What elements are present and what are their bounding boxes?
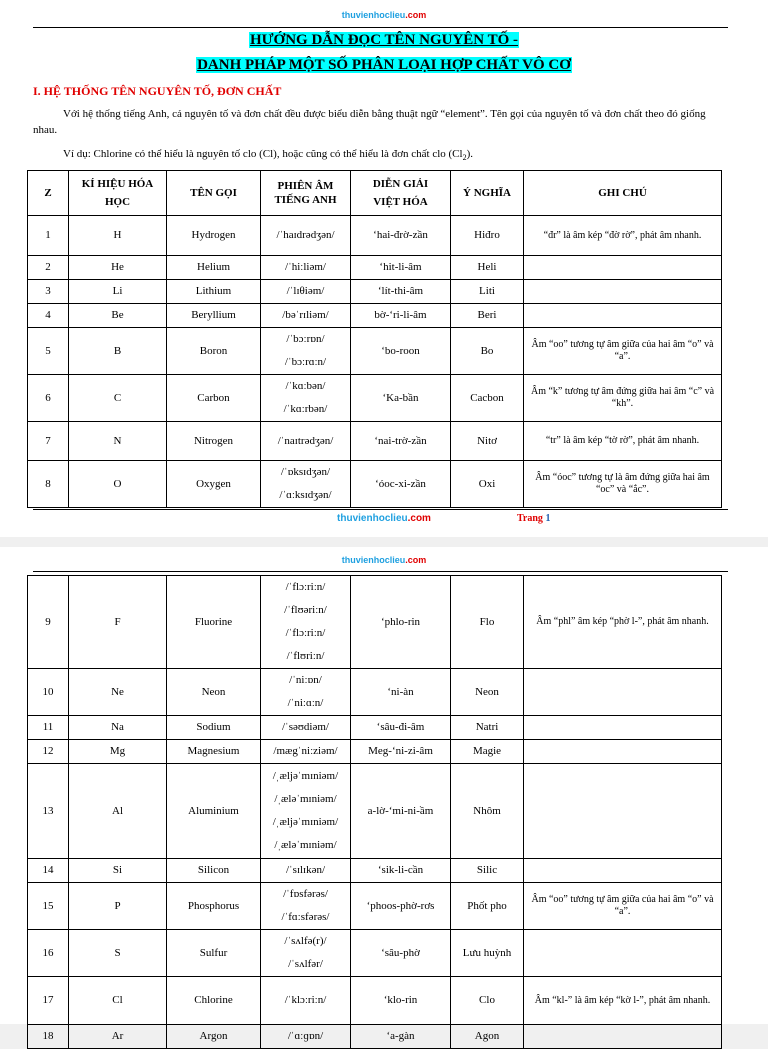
ipa-line: /ˈbɔːrɒn/: [286, 333, 325, 345]
footer-site-link[interactable]: [0, 513, 768, 524]
ipa-line: /ˈniːɑːn/: [287, 697, 324, 709]
cell-ipa: [261, 883, 351, 930]
page-2: [0, 547, 768, 1042]
table-row: [28, 1025, 722, 1049]
cell-note: Âm “kl-” là âm kép “kờ l-”, phát âm nhanh.: [524, 977, 722, 1025]
header-rule: [33, 27, 728, 28]
elements-table-page-1: [27, 170, 722, 508]
cell-viet: a-lờ-‘mi-ni-ầm: [351, 764, 451, 859]
cell-ipa: [261, 576, 351, 669]
page-number: Trang 1: [517, 513, 551, 524]
header-note: GHI CHÚ: [524, 171, 722, 216]
cell-name: Phosphorus: [167, 883, 261, 930]
cell-note: Âm “phl” âm kép “phờ l-”, phát âm nhanh.: [524, 576, 722, 669]
cell-name: Chlorine: [167, 977, 261, 1025]
cell-meaning: Lưu huỳnh: [451, 930, 524, 977]
ipa-line: /ˌæljəˈmɪniəm/: [272, 816, 339, 828]
cell-meaning: Phốt pho: [451, 883, 524, 930]
cell-z: 7: [28, 422, 69, 461]
cell-ipa: [261, 764, 351, 859]
example-paragraph: Ví dụ: Chlorine có thể hiểu là nguyên tố clo (Cl), hoặc cũng có thể hiểu là đơn chất clo $(Cl_2)$.: [63, 148, 473, 163]
table-row: [28, 422, 722, 461]
cell-symbol: Ne: [69, 669, 167, 716]
cell-meaning: Beri: [451, 304, 524, 328]
cell-viet: ‘hit-li-âm: [351, 256, 451, 280]
header-site-name: thuvienhoclieu: [341, 10, 406, 20]
cell-ipa: [261, 461, 351, 508]
header-symbol: KÍ HIỆU HÓA HỌC: [69, 171, 167, 216]
footer-rule: [33, 509, 728, 510]
cell-note: [524, 859, 722, 883]
cell-symbol: Mg: [69, 740, 167, 764]
table-row: [28, 280, 722, 304]
cell-viet: ‘sik-li-cần: [351, 859, 451, 883]
cell-meaning: Hiđro: [451, 216, 524, 256]
table-row: [28, 461, 722, 508]
cell-viet: ‘bo-roon: [351, 328, 451, 375]
cell-name: Fluorine: [167, 576, 261, 669]
cell-meaning: Oxi: [451, 461, 524, 508]
header-site-tld: .com: [405, 555, 427, 565]
cell-ipa: [261, 216, 351, 256]
cell-note: Âm “óoc” tương tự là âm đứng giữa hai âm “oc” và “ắc”.: [524, 461, 722, 508]
cell-note: [524, 764, 722, 859]
table-row: [28, 930, 722, 977]
cell-name: Argon: [167, 1025, 261, 1049]
cell-viet: ‘óoc-xi-zần: [351, 461, 451, 508]
cell-viet: ‘phlo-rin: [351, 576, 451, 669]
ipa-line: /ˈsəʊdiəm/: [282, 721, 329, 733]
cell-symbol: Cl: [69, 977, 167, 1025]
cell-z: 13: [28, 764, 69, 859]
cell-ipa: [261, 328, 351, 375]
table-row: [28, 216, 722, 256]
cell-name: Beryllium: [167, 304, 261, 328]
cell-meaning: Natri: [451, 716, 524, 740]
header-site-name: thuvienhoclieu: [341, 555, 406, 565]
table-row: [28, 576, 722, 669]
cell-ipa: [261, 280, 351, 304]
cell-note: “đr” là âm kép “đờ rờ”, phát âm nhanh.: [524, 216, 722, 256]
cell-z: 4: [28, 304, 69, 328]
cell-viet: ‘phoos-phờ-rơs: [351, 883, 451, 930]
cell-name: Aluminium: [167, 764, 261, 859]
ipa-line: /bəˈrɪliəm/: [282, 309, 329, 321]
ipa-line: /ˈflɔːriːn/: [285, 627, 326, 639]
cell-note: [524, 256, 722, 280]
cell-name: Sodium: [167, 716, 261, 740]
ipa-line: /ˈflɔːriːn/: [285, 581, 326, 593]
cell-note: [524, 716, 722, 740]
elements-table-page-2: [27, 575, 722, 1049]
title-line-1: HƯỚNG DẪN ĐỌC TÊN NGUYÊN TỐ -: [249, 32, 519, 48]
ipa-line: /ˈsʌlfə(r)/: [284, 935, 327, 947]
table-row: [28, 375, 722, 422]
cell-ipa: [261, 1025, 351, 1049]
cell-meaning: Agon: [451, 1025, 524, 1049]
ipa-line: /ˌæləˈmɪniəm/: [274, 839, 337, 851]
table-row: [28, 669, 722, 716]
cell-name: Boron: [167, 328, 261, 375]
ipa-line: /ˈkɑːbən/: [285, 380, 326, 392]
ipa-line: /ˈɑːɡɒn/: [287, 1030, 324, 1042]
ipa-line: /ˈfɑːsfərəs/: [281, 911, 330, 923]
cell-note: Âm “k” tương tự âm đứng giữa hai âm “c” và “kh”.: [524, 375, 722, 422]
cell-z: 11: [28, 716, 69, 740]
cell-viet: ‘nai-trờ-zần: [351, 422, 451, 461]
cell-note: [524, 1025, 722, 1049]
cell-meaning: Cacbon: [451, 375, 524, 422]
cell-note: [524, 280, 722, 304]
cell-z: 8: [28, 461, 69, 508]
cell-z: 17: [28, 977, 69, 1025]
ipa-line: /ˈɒksɪdʒən/: [280, 466, 331, 478]
cell-symbol: Na: [69, 716, 167, 740]
cell-ipa: [261, 977, 351, 1025]
ipa-line: /ˈɑːksɪdʒən/: [279, 489, 332, 501]
cell-meaning: Neon: [451, 669, 524, 716]
cell-viet: ‘sâu-đi-âm: [351, 716, 451, 740]
cell-viet: bờ-‘ri-li-âm: [351, 304, 451, 328]
cell-symbol: He: [69, 256, 167, 280]
table-row: [28, 977, 722, 1025]
table-row: [28, 716, 722, 740]
cell-ipa: [261, 716, 351, 740]
cell-name: Neon: [167, 669, 261, 716]
cell-note: [524, 304, 722, 328]
ipa-line: /ˈsʌlfər/: [288, 958, 323, 970]
cell-z: 12: [28, 740, 69, 764]
cell-ipa: [261, 740, 351, 764]
cell-z: 16: [28, 930, 69, 977]
cell-symbol: Li: [69, 280, 167, 304]
header-viet: DIỄN GIẢI VIỆT HÓA: [351, 171, 451, 216]
cell-symbol: N: [69, 422, 167, 461]
cell-note: [524, 669, 722, 716]
cell-z: 1: [28, 216, 69, 256]
cell-symbol: Be: [69, 304, 167, 328]
cell-meaning: Silic: [451, 859, 524, 883]
cell-symbol: O: [69, 461, 167, 508]
ipa-line: /ˈsɪlɪkən/: [285, 864, 326, 876]
cell-meaning: Bo: [451, 328, 524, 375]
cell-symbol: Si: [69, 859, 167, 883]
cell-symbol: B: [69, 328, 167, 375]
header-site-link[interactable]: [0, 10, 768, 20]
table-row: [28, 883, 722, 930]
cell-z: 14: [28, 859, 69, 883]
cell-symbol: F: [69, 576, 167, 669]
cell-ipa: [261, 930, 351, 977]
cell-symbol: P: [69, 883, 167, 930]
intro-paragraph: Với hệ thống tiếng Anh, cả nguyên tố và đơn chất đều được biểu diễn bằng thuật ngữ “element”. Tên gọi của nguyên tố và đơn chất theo đó giống nhau.: [33, 108, 706, 136]
ipa-line: /ˈbɔːrɑːn/: [284, 356, 327, 368]
table-header-row: [28, 171, 722, 216]
footer-site-name: thuvienhoclieu: [337, 513, 408, 524]
cell-note: [524, 930, 722, 977]
header-name: TÊN GỌI: [167, 171, 261, 216]
header-meaning: Ý NGHĨA: [451, 171, 524, 216]
cell-viet: ‘ni-àn: [351, 669, 451, 716]
cell-note: “tr” là âm kép “tờ rờ”, phát âm nhanh.: [524, 422, 722, 461]
cell-symbol: H: [69, 216, 167, 256]
table-row: [28, 304, 722, 328]
cell-name: Hydrogen: [167, 216, 261, 256]
ipa-line: /ˌæljəˈmɪniəm/: [272, 770, 339, 782]
header-z: Z: [28, 171, 69, 216]
cell-meaning: Nhôm: [451, 764, 524, 859]
ipa-line: /ˌæləˈmɪniəm/: [274, 793, 337, 805]
cell-note: Âm “oo” tương tự âm giữa của hai âm “o” và “a”.: [524, 883, 722, 930]
cell-z: 6: [28, 375, 69, 422]
cell-z: 9: [28, 576, 69, 669]
ipa-line: /ˈnaɪtrədʒən/: [277, 434, 334, 447]
cell-note: Âm “oo” tương tự âm giữa của hai âm “o” và “a”.: [524, 328, 722, 375]
cell-name: Lithium: [167, 280, 261, 304]
section-heading: I. HỆ THỐNG TÊN NGUYÊN TỐ, ĐƠN CHẤT: [33, 84, 282, 98]
header-ipa: PHIÊN ÂM TIẾNG ANH: [261, 171, 351, 216]
cell-meaning: Flo: [451, 576, 524, 669]
ipa-line: /ˈklɔːriːn/: [284, 994, 327, 1006]
cell-z: 18: [28, 1025, 69, 1049]
cell-symbol: C: [69, 375, 167, 422]
table-row: [28, 256, 722, 280]
table-row: [28, 328, 722, 375]
cell-z: 10: [28, 669, 69, 716]
cell-viet: ‘sâu-phờ: [351, 930, 451, 977]
cell-viet: ‘hai-đrờ-zần: [351, 216, 451, 256]
cell-name: Oxygen: [167, 461, 261, 508]
cell-meaning: Magie: [451, 740, 524, 764]
cell-ipa: [261, 422, 351, 461]
ipa-line: /ˈfɒsfərəs/: [283, 888, 328, 900]
ipa-line: /ˈhiːliəm/: [285, 261, 326, 273]
ipa-line: /mægˈniːziəm/: [273, 745, 338, 757]
cell-meaning: Liti: [451, 280, 524, 304]
cell-z: 3: [28, 280, 69, 304]
ipa-line: /ˈniːɒn/: [289, 674, 322, 686]
cell-z: 2: [28, 256, 69, 280]
cell-viet: ‘a-gàn: [351, 1025, 451, 1049]
cell-name: Sulfur: [167, 930, 261, 977]
cell-viet: ‘lít-thi-âm: [351, 280, 451, 304]
header-site-tld: .com: [405, 10, 427, 20]
cell-name: Carbon: [167, 375, 261, 422]
ipa-line: /ˈflʊəriːn/: [284, 604, 327, 616]
cell-symbol: Ar: [69, 1025, 167, 1049]
cell-name: Silicon: [167, 859, 261, 883]
ipa-line: /ˈhaɪdrədʒən/: [276, 229, 335, 241]
cell-viet: Meg-‘ni-zi-âm: [351, 740, 451, 764]
cell-meaning: Clo: [451, 977, 524, 1025]
title-line-2: DANH PHÁP MỘT SỐ PHÂN LOẠI HỢP CHẤT VÔ CƠ: [197, 57, 571, 73]
header-site-link-page-2[interactable]: [0, 555, 768, 565]
cell-ipa: [261, 375, 351, 422]
footer-site-tld: .com: [407, 513, 431, 524]
cell-meaning: Nitơ: [451, 422, 524, 461]
cell-viet: ‘klo-rin: [351, 977, 451, 1025]
cell-note: [524, 740, 722, 764]
cell-z: 15: [28, 883, 69, 930]
ipa-line: /ˈlɪθiəm/: [286, 285, 325, 297]
header-rule-page-2: [33, 571, 728, 572]
cell-ipa: [261, 669, 351, 716]
table-row: [28, 859, 722, 883]
cell-name: Magnesium: [167, 740, 261, 764]
cell-symbol: Al: [69, 764, 167, 859]
cell-ipa: [261, 256, 351, 280]
cell-meaning: Heli: [451, 256, 524, 280]
cell-viet: ‘Ka-bần: [351, 375, 451, 422]
cell-symbol: S: [69, 930, 167, 977]
cell-ipa: [261, 859, 351, 883]
cell-name: Helium: [167, 256, 261, 280]
table-row: [28, 764, 722, 859]
cell-z: 5: [28, 328, 69, 375]
cell-ipa: [261, 304, 351, 328]
table-row: [28, 740, 722, 764]
ipa-line: /ˈflʊriːn/: [286, 650, 325, 662]
cell-name: Nitrogen: [167, 422, 261, 461]
ipa-line: /ˈkɑːrbən/: [283, 403, 328, 415]
